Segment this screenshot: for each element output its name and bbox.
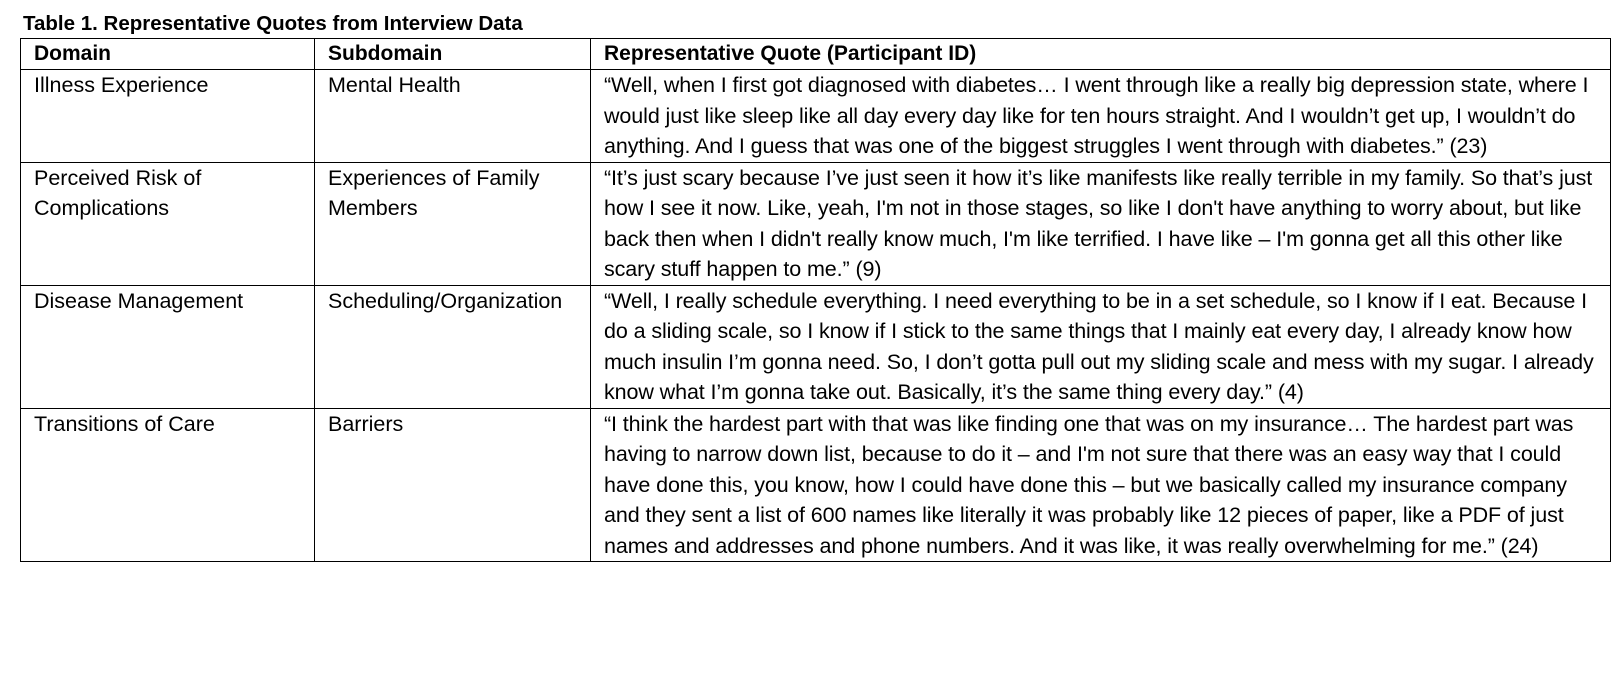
- quote-cell: “Well, I really schedule everything. I need everything to be in a set schedule, so I know if I eat. Because I do a sliding scale, so I know if I stick to the same things that I mainly eat every day, I already know how much insulin I’m gonna need. So, I don’t gotta pull out my sliding scale and mess with my sugar. I already know what I’m gonna take out. Basically, it’s the same thing every day.” (4): [591, 285, 1611, 408]
- table-row: [21, 70, 1611, 163]
- document-page: [20, 10, 1610, 562]
- domain-cell: Illness Experience: [21, 70, 315, 163]
- subdomain-cell: Experiences of Family Members: [315, 162, 591, 285]
- table-caption: Table 1. Representative Quotes from Interview Data: [23, 12, 523, 35]
- table-header-row: [21, 39, 1611, 70]
- table-row: [21, 162, 1611, 285]
- quote-cell: “It’s just scary because I’ve just seen it how it’s like manifests like really terrible in my family. So that’s just how I see it now. Like, yeah, I'm not in those stages, so like I don't have anything to worry about, but like back then when I didn't really know much, I'm like terrified. I have like – I'm gonna get all this other like scary stuff happen to me.” (9): [591, 162, 1611, 285]
- table-row: [21, 408, 1611, 562]
- subdomain-cell: Mental Health: [315, 70, 591, 163]
- domain-cell: Perceived Risk of Complications: [21, 162, 315, 285]
- quote-cell: “Well, when I first got diagnosed with diabetes… I went through like a really big depression state, where I would just like sleep like all day every day like for ten hours straight. And I wouldn’t get up, I wouldn’t do anything. And I guess that was one of the biggest struggles I went through with diabetes.” (23): [591, 70, 1611, 163]
- header-domain: Domain: [21, 39, 315, 70]
- domain-cell: Disease Management: [21, 285, 315, 408]
- header-subdomain: Subdomain: [315, 39, 591, 70]
- quotes-table: [20, 38, 1611, 562]
- subdomain-cell: Barriers: [315, 408, 591, 562]
- table-row: [21, 285, 1611, 408]
- quote-cell: “I think the hardest part with that was like finding one that was on my insurance… The hardest part was having to narrow down list, because to do it – and I'm not sure that there was an easy way that I could have done this, you know, how I could have done this – but we basically called my insurance company and they sent a list of 600 names like literally it was probably like 12 pieces of paper, like a PDF of just names and addresses and phone numbers. And it was like, it was really overwhelming for me.” (24): [591, 408, 1611, 562]
- header-quote: Representative Quote (Participant ID): [591, 39, 1611, 70]
- domain-cell: Transitions of Care: [21, 408, 315, 562]
- subdomain-cell: Scheduling/Organization: [315, 285, 591, 408]
